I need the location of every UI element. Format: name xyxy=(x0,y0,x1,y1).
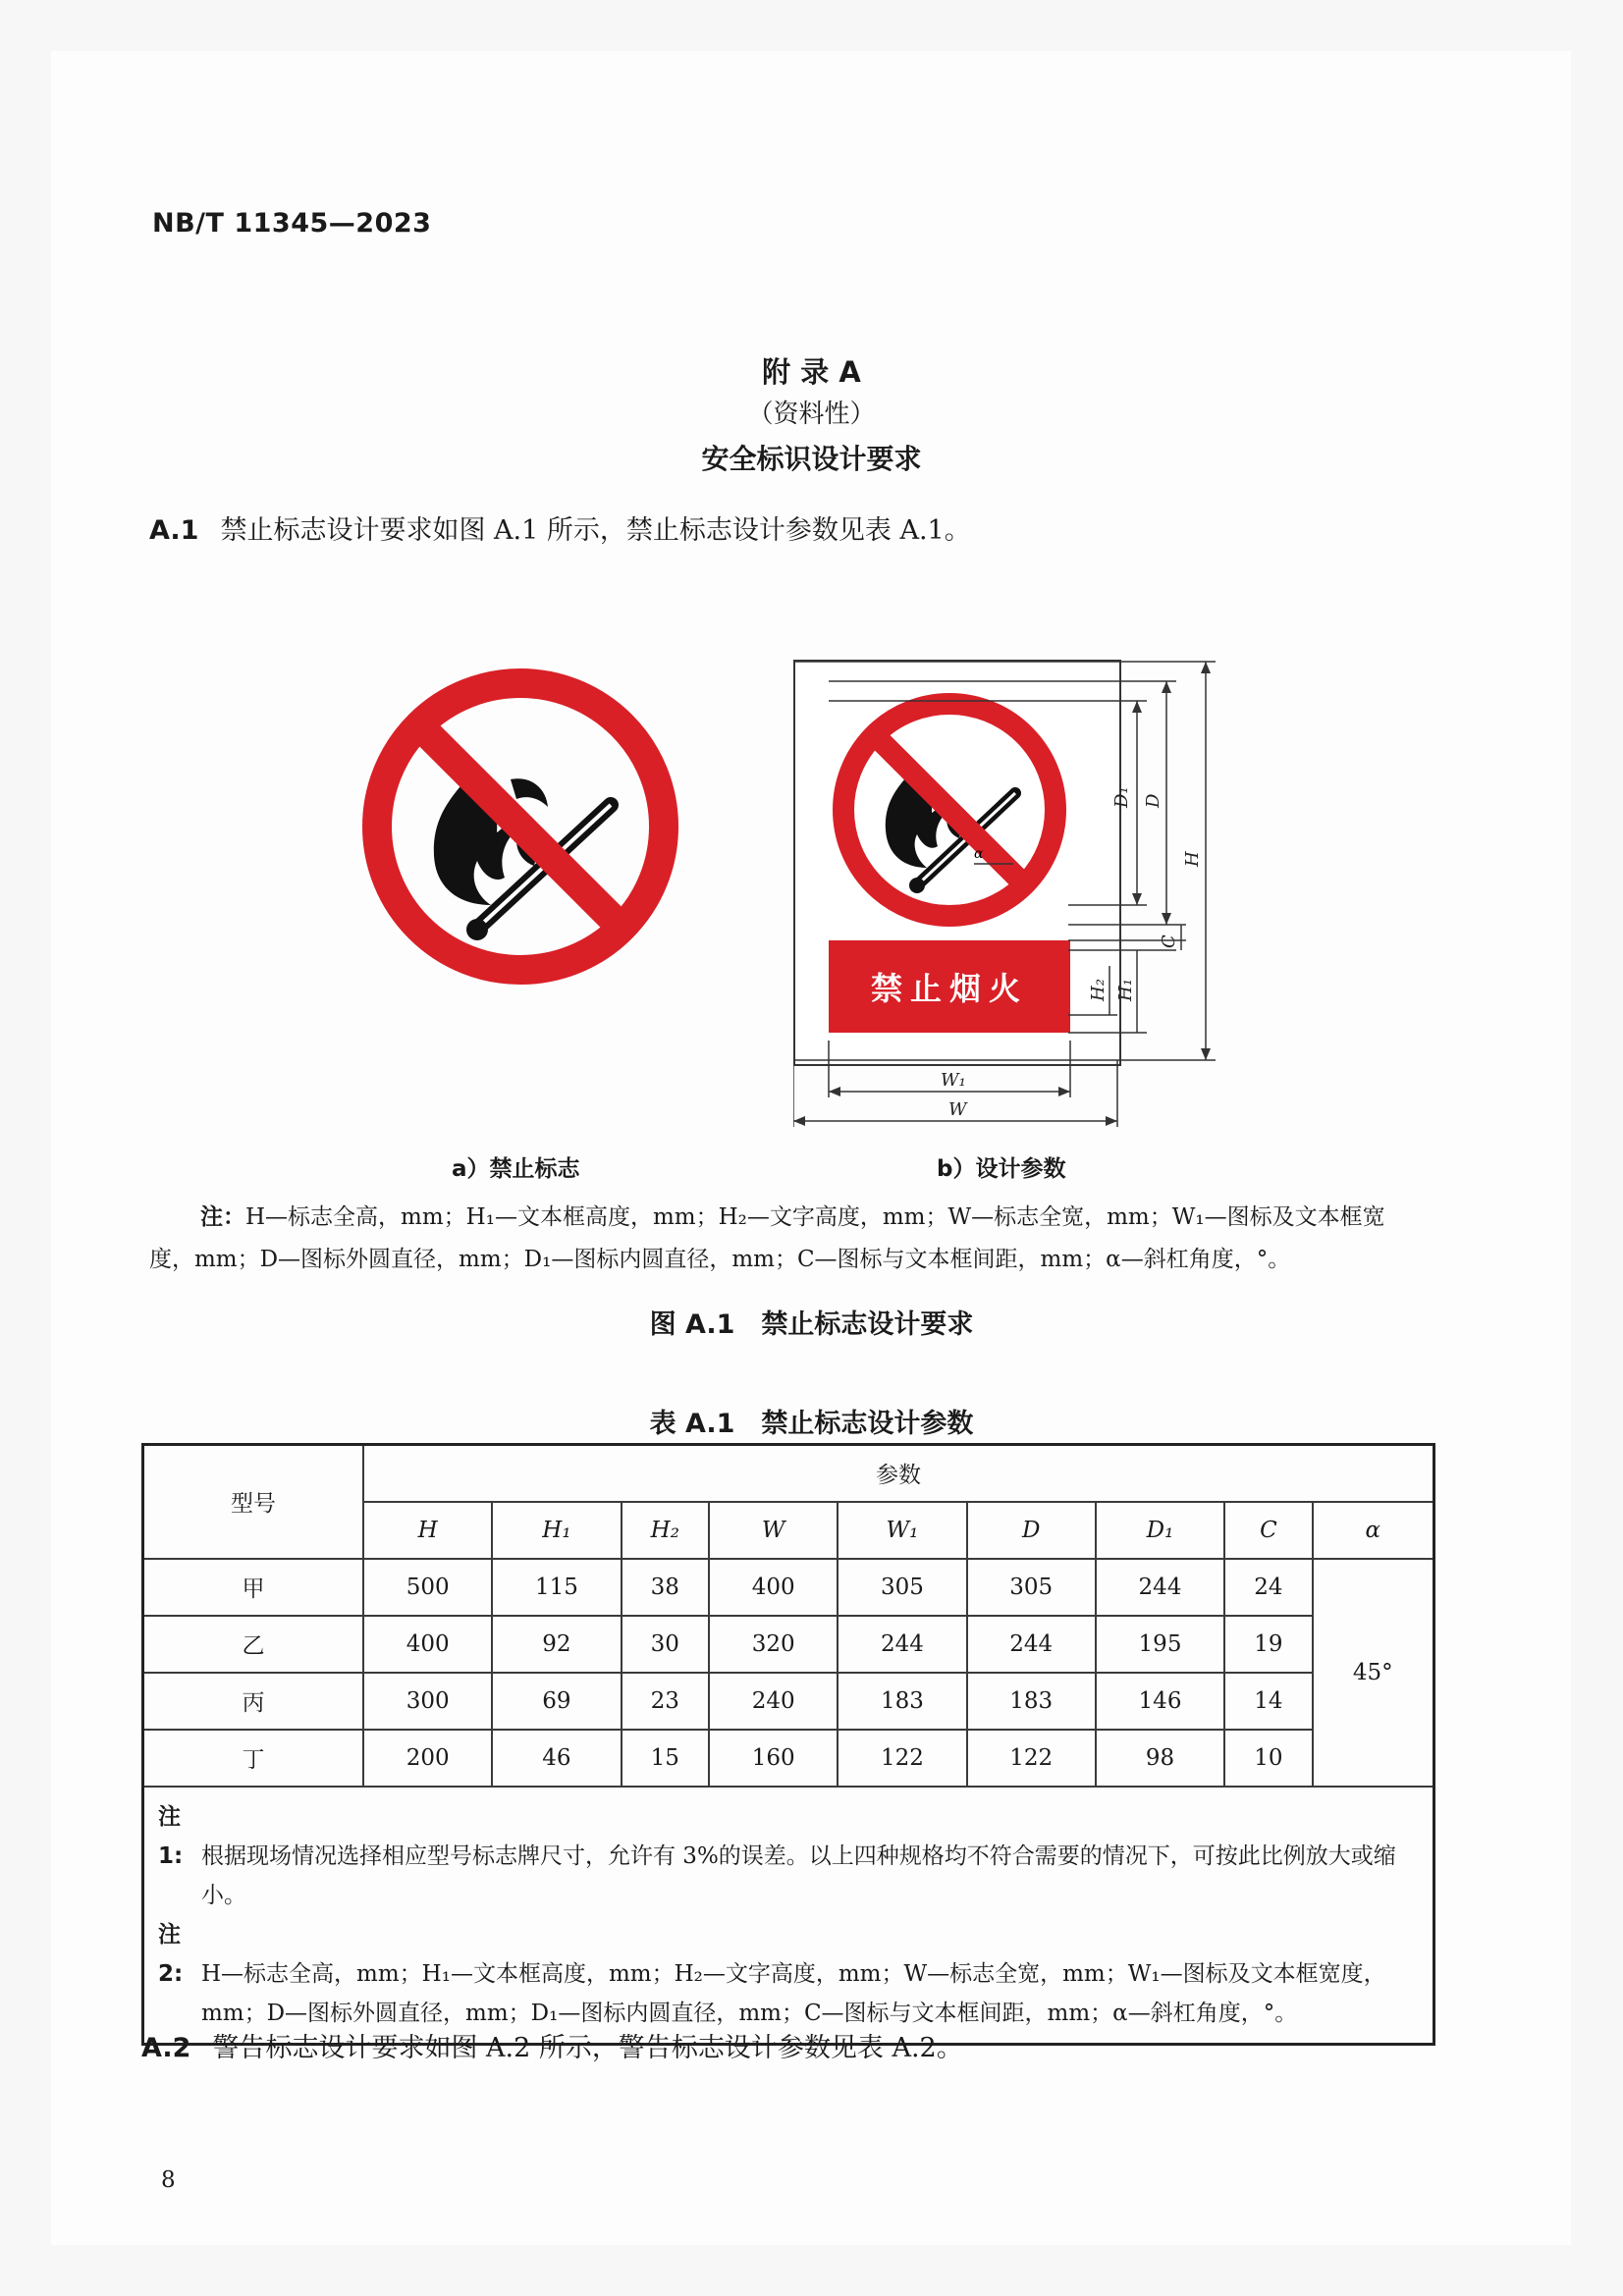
dim-c-label: C xyxy=(1159,934,1179,948)
figure-note: 注：H—标志全高，mm；H₁—文本框高度，mm；H₂—文字高度，mm；W—标志全宽，mm；W₁—图标及文本框宽 度，mm；D—图标外圆直径，mm；D₁—图标内圆直径，mm；C—图标与文本框间距，mm；α—斜杠角度，°。 xyxy=(149,1203,1385,1272)
appendix-subtitle: （资料性） xyxy=(747,400,876,429)
dim-d-label: D xyxy=(1143,793,1163,808)
table-row: 丁 200 46 15 160 122 122 98 10 xyxy=(143,1730,1434,1787)
section-a1 xyxy=(149,508,971,547)
dimension-lines xyxy=(793,656,1245,1147)
document-id: NB/T 11345—2023 xyxy=(152,208,432,239)
col-d: D xyxy=(967,1502,1096,1559)
col-alpha: α xyxy=(1313,1502,1434,1559)
section-a2 xyxy=(141,2026,963,2064)
col-c: C xyxy=(1224,1502,1312,1559)
section-text: 禁止标志设计要求如图 A.1 所示，禁止标志设计参数见表 A.1。 xyxy=(220,515,971,546)
sign-text-box: 禁止烟火 xyxy=(829,940,1070,1033)
col-h1: H₁ xyxy=(492,1502,621,1559)
dim-h1-label: H₁ xyxy=(1115,979,1136,1001)
dim-h2-label: H₂ xyxy=(1088,979,1109,1001)
dim-d1-label: D₁ xyxy=(1111,786,1132,808)
col-d1: D₁ xyxy=(1096,1502,1224,1559)
col-h: H xyxy=(363,1502,492,1559)
page-number: 8 xyxy=(161,2167,176,2193)
appendix-title: 附 录 A xyxy=(762,355,861,389)
table-row: 乙 400 92 30 320 244 244 195 19 xyxy=(143,1616,1434,1673)
section-number: A.1 xyxy=(149,515,199,546)
appendix-name: 安全标识设计要求 xyxy=(701,443,922,475)
table-title: 表 A.1 禁止标志设计参数 xyxy=(649,1409,974,1439)
header-params: 参数 xyxy=(363,1445,1434,1502)
table-notes-row xyxy=(143,1787,1434,2045)
prohibition-sign-figure xyxy=(353,660,687,993)
design-params-table xyxy=(141,1443,1435,2046)
col-w1: W₁ xyxy=(838,1502,966,1559)
header-model: 型号 xyxy=(143,1445,364,1559)
col-w: W xyxy=(709,1502,838,1559)
no-smoking-fire-icon xyxy=(434,775,611,940)
dim-w1-label: W₁ xyxy=(941,1070,966,1091)
caption-b: b）设计参数 xyxy=(937,1156,1066,1182)
alpha-label: α xyxy=(974,846,984,862)
table-row: 甲 500 115 38 400 305 305 244 24 45° xyxy=(143,1559,1434,1616)
table-notes: 注 1: 根据现场情况选择相应型号标志牌尺寸，允许有 3%的误差。以上四种规格均不符合需要的情况下，可按此比例放大或缩小。 注 2: H—标志全高，mm；H₁—文本框高度，mm；H₂—文字高度，mm；W—标志全宽，mm；W₁—图标及文本框宽度，mm；D—图标外圆直径，mm；D₁—图标内圆直径，mm；C—图标与文本框间距，mm；α—斜杠角度，°。 xyxy=(143,1787,1434,2045)
section-number: A.2 xyxy=(141,2033,191,2063)
table-row: 丙 300 69 23 240 183 183 146 14 xyxy=(143,1673,1434,1730)
alpha-value: 45° xyxy=(1313,1559,1434,1787)
dim-h-label: H xyxy=(1182,851,1203,867)
figure-title: 图 A.1 禁止标志设计要求 xyxy=(649,1309,974,1340)
col-h2: H₂ xyxy=(622,1502,709,1559)
caption-a: a）禁止标志 xyxy=(452,1156,580,1182)
dim-w-label: W xyxy=(948,1099,967,1120)
section-text: 警告标志设计要求如图 A.2 所示，警告标志设计参数见表 A.2。 xyxy=(212,2033,963,2063)
